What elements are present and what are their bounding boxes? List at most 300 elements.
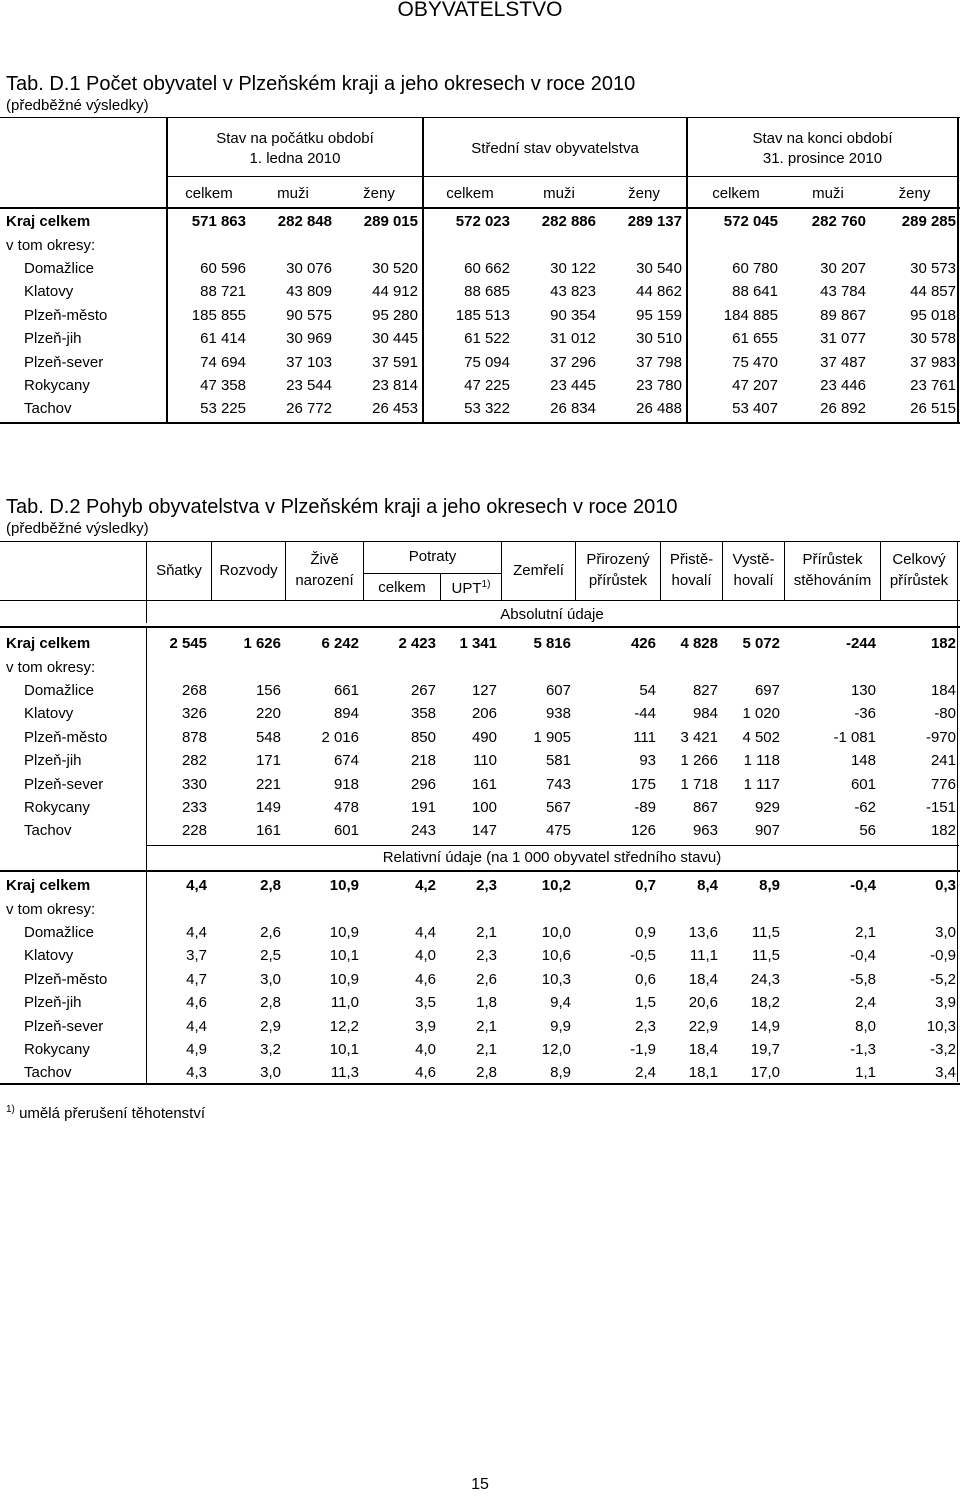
table-cell: 2,1 xyxy=(476,1040,497,1058)
row-label: Plzeň-jih xyxy=(24,330,82,348)
row-label: Domažlice xyxy=(24,681,95,699)
table-cell: 4,3 xyxy=(186,1064,207,1082)
table-cell: 8,9 xyxy=(759,877,780,895)
table-cell: 330 xyxy=(181,775,207,793)
table-cell: 268 xyxy=(181,681,207,699)
table-row xyxy=(0,679,960,702)
table-cell: 47 225 xyxy=(464,376,510,394)
table-cell: 26 772 xyxy=(286,400,332,418)
table-cell: 37 103 xyxy=(286,353,332,371)
table-cell: 23 761 xyxy=(910,376,956,394)
table-cell: 697 xyxy=(754,681,780,699)
table-cell: 26 834 xyxy=(550,400,596,418)
table-cell: 30 207 xyxy=(820,259,866,277)
table-cell: 3,4 xyxy=(935,1064,956,1082)
table-cell: 918 xyxy=(333,775,359,793)
table-cell: 2,8 xyxy=(260,877,281,895)
table-cell: 60 780 xyxy=(732,259,778,277)
table-cell: -36 xyxy=(854,705,876,723)
table-row xyxy=(0,991,960,1014)
table-cell: 44 857 xyxy=(910,283,956,301)
table-cell: 171 xyxy=(255,752,281,770)
table-cell: 30 573 xyxy=(910,259,956,277)
table-cell: 111 xyxy=(633,728,656,746)
t2-header-upt-label: UPT xyxy=(451,580,482,597)
t2-header-snatky: Sňatky xyxy=(156,562,202,579)
table-cell: 11,5 xyxy=(751,947,780,965)
row-label: Rokycany xyxy=(24,1040,90,1058)
table-cell: 149 xyxy=(255,798,281,816)
table-cell: 37 798 xyxy=(636,353,682,371)
table-cell: 90 354 xyxy=(550,306,596,324)
t2-header-zemreli: Zemřelí xyxy=(513,562,564,579)
table-cell: 963 xyxy=(692,822,718,840)
table-row xyxy=(0,374,960,397)
table-cell: 3,9 xyxy=(415,1017,436,1035)
table-cell: 185 513 xyxy=(455,306,510,324)
table-cell: 3,0 xyxy=(260,970,281,988)
table-row xyxy=(0,968,960,991)
table-cell: 18,1 xyxy=(688,1064,718,1082)
table-cell: 13,6 xyxy=(688,923,718,941)
table-cell: 3,0 xyxy=(260,1064,281,1082)
table-cell: 9,9 xyxy=(550,1017,571,1035)
table-row-subhead xyxy=(0,233,960,256)
table-cell: 60 596 xyxy=(200,259,246,277)
table-cell: 2 423 xyxy=(398,635,436,653)
row-label: Plzeň-jih xyxy=(24,752,82,770)
table-cell: 358 xyxy=(410,705,436,723)
table-cell: 426 xyxy=(630,635,656,653)
table-cell: 1 117 xyxy=(743,775,780,793)
table-cell: 31 077 xyxy=(820,330,866,348)
table-cell: 9,4 xyxy=(550,994,571,1012)
table-cell: 43 784 xyxy=(820,283,866,301)
table-cell: 10,9 xyxy=(329,970,359,988)
table-cell: 490 xyxy=(471,728,497,746)
row-subhead: v tom okresy: xyxy=(6,236,96,254)
table-cell: 89 867 xyxy=(820,306,866,324)
table2-rel-body xyxy=(0,874,960,1085)
table-cell: 12,0 xyxy=(541,1040,571,1058)
table-cell: 850 xyxy=(410,728,436,746)
table-cell: 23 446 xyxy=(820,376,866,394)
table-row xyxy=(0,772,960,795)
table-cell: 184 xyxy=(930,681,956,699)
table-cell: 11,0 xyxy=(330,994,359,1012)
row-label: Plzeň-jih xyxy=(24,994,82,1012)
table-cell: -0,5 xyxy=(630,947,656,965)
table-cell: 191 xyxy=(410,798,436,816)
table-cell: 3 421 xyxy=(680,728,718,746)
table-row xyxy=(0,350,960,373)
table-cell: 929 xyxy=(754,798,780,816)
t2-header-celkovy-2: přírůstek xyxy=(889,572,949,589)
table-cell: -5,8 xyxy=(850,970,876,988)
table-cell: 61 522 xyxy=(464,330,510,348)
t1-group3-line1: Stav na konci období xyxy=(752,130,893,147)
table-cell: 2,9 xyxy=(260,1017,281,1035)
table-cell: 95 280 xyxy=(372,306,418,324)
table-cell: 60 662 xyxy=(464,259,510,277)
table-cell: 2,1 xyxy=(855,923,876,941)
table-cell: 1 626 xyxy=(243,635,281,653)
table-cell: -3,2 xyxy=(930,1040,956,1058)
table-cell: 54 xyxy=(639,681,656,699)
table-cell: 220 xyxy=(255,705,281,723)
table-cell: 1,8 xyxy=(476,994,497,1012)
table-cell: 26 892 xyxy=(820,400,866,418)
table-row xyxy=(0,944,960,967)
table-cell: 878 xyxy=(181,728,207,746)
table-cell: 5 072 xyxy=(742,635,780,653)
t1-group2: Střední stav obyvatelstva xyxy=(471,140,639,157)
table-cell: 11,5 xyxy=(751,923,780,941)
table-cell: 572 045 xyxy=(723,213,778,231)
table-cell: 26 515 xyxy=(910,400,956,418)
table-cell: 601 xyxy=(333,822,359,840)
table-cell: 31 012 xyxy=(550,330,596,348)
table-cell: 233 xyxy=(181,798,207,816)
table-cell: 2,6 xyxy=(260,923,281,941)
row-label: Tachov xyxy=(24,1064,72,1082)
table-cell: 2,4 xyxy=(635,1064,656,1082)
row-label: Kraj celkem xyxy=(6,877,91,895)
t2-header-prirustek-2: stěhováním xyxy=(793,572,872,589)
row-label: Klatovy xyxy=(24,705,74,723)
table-cell: 1 118 xyxy=(743,752,780,770)
table-cell: 75 470 xyxy=(732,353,778,371)
table-cell: 30 520 xyxy=(372,259,418,277)
table-cell: 18,2 xyxy=(750,994,780,1012)
table-cell: 74 694 xyxy=(200,353,246,371)
table-cell: 2,3 xyxy=(476,877,497,895)
table-cell: 10,3 xyxy=(541,970,571,988)
table-row-subhead xyxy=(0,897,960,920)
table-cell: 10,1 xyxy=(329,1040,359,1058)
table-row xyxy=(0,921,960,944)
t1-col-header: muži xyxy=(277,185,309,202)
table-cell: 218 xyxy=(410,752,436,770)
table-cell: 2,5 xyxy=(260,947,281,965)
table-cell: 24,3 xyxy=(750,970,780,988)
table-row xyxy=(0,1061,960,1084)
table-cell: 243 xyxy=(410,822,436,840)
row-label: Kraj celkem xyxy=(6,635,91,653)
table-cell: 674 xyxy=(333,752,359,770)
t2-header-prirozeny-2: přírůstek xyxy=(588,572,648,589)
table-row xyxy=(0,1014,960,1037)
table-cell: 20,6 xyxy=(688,994,718,1012)
table-cell: 23 780 xyxy=(636,376,682,394)
table-cell: 10,3 xyxy=(926,1017,956,1035)
table-cell: 661 xyxy=(333,681,359,699)
table-cell: 12,2 xyxy=(329,1017,359,1035)
table-cell: 17,0 xyxy=(750,1064,780,1082)
table-cell: -5,2 xyxy=(930,970,956,988)
page-number: 15 xyxy=(471,1476,489,1493)
table-cell: 10,6 xyxy=(541,947,571,965)
table-cell: 30 445 xyxy=(372,330,418,348)
table-cell: 156 xyxy=(255,681,281,699)
table-cell: 1 905 xyxy=(533,728,571,746)
row-label: Klatovy xyxy=(24,947,74,965)
t2-abs-caption: Absolutní údaje xyxy=(500,606,604,623)
table-cell: 43 809 xyxy=(286,283,332,301)
table-cell: 61 655 xyxy=(732,330,778,348)
table-cell: 2,3 xyxy=(635,1017,656,1035)
table-cell: 907 xyxy=(754,822,780,840)
table-cell: 175 xyxy=(630,775,656,793)
table-cell: 776 xyxy=(930,775,956,793)
table-cell: 43 823 xyxy=(550,283,596,301)
table-cell: 53 407 xyxy=(732,400,778,418)
table-cell: 182 xyxy=(930,635,956,653)
table1-title: Tab. D.1 Počet obyvatel v Plzeňském kraji a jeho okresech v roce 2010 xyxy=(6,73,636,95)
table-row xyxy=(0,304,960,327)
row-subhead: v tom okresy: xyxy=(6,900,96,918)
page-title: OBYVATELSTVO xyxy=(397,0,563,21)
table-cell: 607 xyxy=(545,681,571,699)
table-row xyxy=(0,210,960,233)
table-cell: 148 xyxy=(850,752,876,770)
table-cell: 4 502 xyxy=(742,728,780,746)
table-cell: 1 020 xyxy=(742,705,780,723)
table-cell: 161 xyxy=(471,775,497,793)
table-cell: 95 018 xyxy=(910,306,956,324)
t2-header-prirozeny-1: Přirozený xyxy=(586,551,650,568)
table-cell: 11,1 xyxy=(689,947,718,965)
table-row xyxy=(0,749,960,772)
table-cell: 37 591 xyxy=(372,353,418,371)
table-cell: 326 xyxy=(181,705,207,723)
table-row xyxy=(0,257,960,280)
table-cell: 0,7 xyxy=(635,877,656,895)
table-cell: 567 xyxy=(545,798,571,816)
table-cell: 4 828 xyxy=(680,635,718,653)
table-cell: 2,6 xyxy=(476,970,497,988)
row-label: Plzeň-sever xyxy=(24,1017,104,1035)
row-label: Domažlice xyxy=(24,923,95,941)
table-cell: 4,2 xyxy=(415,877,436,895)
table-cell: 4,0 xyxy=(415,947,436,965)
row-label: Rokycany xyxy=(24,376,90,394)
table-cell: 75 094 xyxy=(464,353,510,371)
table-cell: 88 721 xyxy=(200,283,246,301)
table-cell: 3,7 xyxy=(186,947,207,965)
t2-header-zive-2: narození xyxy=(295,572,354,589)
table-cell: 4,4 xyxy=(186,923,207,941)
table-cell: 8,9 xyxy=(550,1064,571,1082)
table-cell: 2,1 xyxy=(476,923,497,941)
t1-col-header: celkem xyxy=(712,185,760,202)
table-cell: -1,9 xyxy=(630,1040,656,1058)
table-cell: 10,9 xyxy=(329,923,359,941)
table-cell: 8,4 xyxy=(697,877,718,895)
table-cell: 2 016 xyxy=(321,728,359,746)
table-cell: 8,0 xyxy=(855,1017,876,1035)
table-cell: -151 xyxy=(925,798,956,816)
table-cell: 110 xyxy=(473,752,497,770)
table-cell: 581 xyxy=(545,752,571,770)
table-cell: 938 xyxy=(545,705,571,723)
table-cell: -1 081 xyxy=(833,728,876,746)
footnote xyxy=(6,1104,205,1122)
table-cell: 0,9 xyxy=(635,923,656,941)
table-cell: 282 848 xyxy=(277,213,332,231)
table-row xyxy=(0,397,960,420)
table-cell: -0,9 xyxy=(930,947,956,965)
table-cell: 185 855 xyxy=(191,306,246,324)
row-subhead: v tom okresy: xyxy=(6,658,96,676)
t2-header-prirustek-1: Přírůstek xyxy=(802,551,863,568)
table-row xyxy=(0,1038,960,1061)
table-cell: 14,9 xyxy=(750,1017,780,1035)
table-cell: 161 xyxy=(255,822,281,840)
table-cell: 267 xyxy=(410,681,436,699)
table-cell: 4,7 xyxy=(186,970,207,988)
table-cell: 126 xyxy=(630,822,656,840)
table-cell: 90 575 xyxy=(286,306,332,324)
t2-header-priste-1: Přistě- xyxy=(669,551,714,568)
row-label: Tachov xyxy=(24,400,72,418)
table-cell: 26 488 xyxy=(636,400,682,418)
table-row xyxy=(0,327,960,350)
table-cell: 1,1 xyxy=(855,1064,876,1082)
table-cell: 0,6 xyxy=(635,970,656,988)
table-cell: 548 xyxy=(255,728,281,746)
table-cell: 2,8 xyxy=(476,1064,497,1082)
table-cell: 22,9 xyxy=(688,1017,718,1035)
table-cell: 601 xyxy=(850,775,876,793)
table-cell: -44 xyxy=(634,705,656,723)
table-cell: 23 544 xyxy=(286,376,332,394)
table-cell: 4,6 xyxy=(186,994,207,1012)
table-cell: 827 xyxy=(692,681,718,699)
t1-col-header: ženy xyxy=(628,185,660,202)
table-cell: 221 xyxy=(255,775,281,793)
table-cell: 26 453 xyxy=(372,400,418,418)
table-cell: 182 xyxy=(930,822,956,840)
table-cell: 19,7 xyxy=(750,1040,780,1058)
table-cell: 47 358 xyxy=(200,376,246,394)
table-cell: 37 983 xyxy=(910,353,956,371)
row-label: Plzeň-sever xyxy=(24,775,104,793)
table-cell: 2,1 xyxy=(476,1017,497,1035)
table-cell: 30 510 xyxy=(636,330,682,348)
table-cell: 3,0 xyxy=(935,923,956,941)
table-cell: 4,0 xyxy=(415,1040,436,1058)
table2-abs-body xyxy=(0,632,960,843)
table-row-subhead xyxy=(0,655,960,678)
table-cell: 61 414 xyxy=(200,330,246,348)
table-cell: 3,2 xyxy=(260,1040,281,1058)
table-cell: 2,3 xyxy=(476,947,497,965)
t2-header-zive-1: Živě xyxy=(310,551,339,568)
row-label: Plzeň-sever xyxy=(24,353,104,371)
row-label: Tachov xyxy=(24,822,72,840)
table-cell: 571 863 xyxy=(191,213,246,231)
table2-subtitle: (předběžné výsledky) xyxy=(6,520,149,537)
table-cell: 3,5 xyxy=(415,994,436,1012)
table-cell: 147 xyxy=(471,822,497,840)
table-cell: 130 xyxy=(850,681,876,699)
t1-col-header: ženy xyxy=(363,185,395,202)
table-row xyxy=(0,796,960,819)
t2-header-priste-2: hovalí xyxy=(671,572,712,589)
footnote-mark: 1) xyxy=(6,1104,15,1115)
table-cell: 1 718 xyxy=(680,775,718,793)
table-cell: 95 159 xyxy=(636,306,682,324)
table-cell: 23 814 xyxy=(372,376,418,394)
table-cell: 4,6 xyxy=(415,1064,436,1082)
table-cell: 10,0 xyxy=(541,923,571,941)
t2-header-potraty-celkem: celkem xyxy=(378,579,426,596)
t2-header-vyste-1: Vystě- xyxy=(732,551,775,568)
table-cell: 18,4 xyxy=(688,1040,718,1058)
table-cell: 37 487 xyxy=(820,353,866,371)
table-cell: 4,9 xyxy=(186,1040,207,1058)
table-cell: 4,4 xyxy=(186,877,207,895)
table-cell: 206 xyxy=(471,705,497,723)
table-cell: 37 296 xyxy=(550,353,596,371)
table-cell: 10,9 xyxy=(329,877,359,895)
table1-subtitle: (předběžné výsledky) xyxy=(6,97,149,114)
row-label: Plzeň-město xyxy=(24,970,108,988)
table-row xyxy=(0,702,960,725)
table-cell: 4,6 xyxy=(415,970,436,988)
t2-header-upt xyxy=(441,579,501,597)
t2-header-rozvody: Rozvody xyxy=(219,562,278,579)
table2-title: Tab. D.2 Pohyb obyvatelstva v Plzeňském kraji a jeho okresech v roce 2010 xyxy=(6,496,678,518)
table-cell: 53 322 xyxy=(464,400,510,418)
t1-group1-line1: Stav na počátku období xyxy=(216,130,374,147)
row-label: Domažlice xyxy=(24,259,95,277)
table-cell: 2 545 xyxy=(169,635,207,653)
row-label: Kraj celkem xyxy=(6,213,91,231)
table-cell: 30 076 xyxy=(286,259,332,277)
table-cell: 743 xyxy=(545,775,571,793)
table-cell: 228 xyxy=(181,822,207,840)
table-cell: 47 207 xyxy=(732,376,778,394)
t2-header-vyste-2: hovalí xyxy=(733,572,774,589)
table-cell: -0,4 xyxy=(850,877,876,895)
table-cell: 184 885 xyxy=(723,306,778,324)
table-cell: 56 xyxy=(859,822,876,840)
table-cell: 867 xyxy=(692,798,718,816)
table-cell: 572 023 xyxy=(455,213,510,231)
table-cell: -1,3 xyxy=(850,1040,876,1058)
table-cell: 6 242 xyxy=(321,635,359,653)
row-label: Plzeň-město xyxy=(24,728,108,746)
table-cell: 88 641 xyxy=(732,283,778,301)
t1-col-header: ženy xyxy=(898,185,931,202)
table-cell: -970 xyxy=(925,728,956,746)
table-cell: 289 015 xyxy=(363,213,418,231)
table-cell: 10,2 xyxy=(541,877,571,895)
table-row xyxy=(0,726,960,749)
t1-col-header: celkem xyxy=(185,185,233,202)
table-cell: 88 685 xyxy=(464,283,510,301)
table-cell: 282 xyxy=(181,752,207,770)
table-cell: 289 285 xyxy=(901,213,956,231)
table-row xyxy=(0,632,960,655)
table1-body xyxy=(0,210,960,421)
t1-col-header: celkem xyxy=(446,185,494,202)
table-cell: 4,4 xyxy=(415,923,436,941)
table-cell: 0,3 xyxy=(935,877,956,895)
table-cell: 10,1 xyxy=(329,947,359,965)
